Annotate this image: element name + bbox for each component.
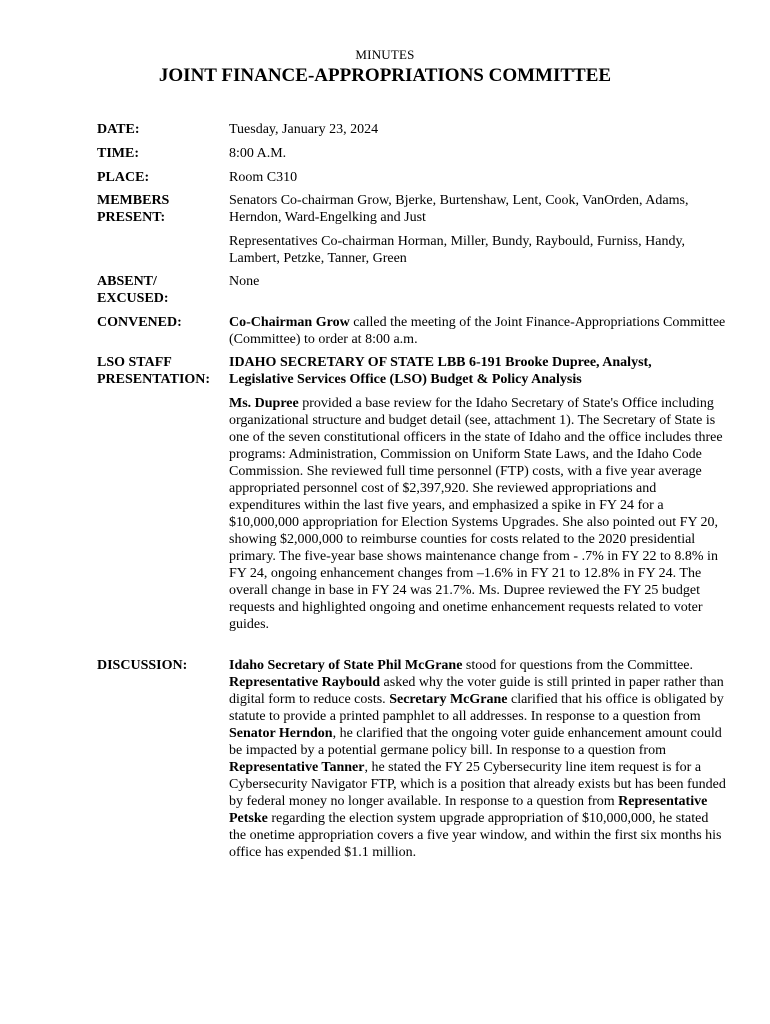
discussion-text-1: stood for questions from the Committee.: [462, 658, 694, 673]
lso-label-line-2: PRESENTATION:: [97, 372, 211, 387]
lso-label-line-1: LSO STAFF: [97, 355, 172, 370]
absent-label: [97, 273, 229, 307]
convened-label: CONVENED:: [97, 315, 182, 330]
lso-heading-line-2: [97, 371, 582, 388]
senators-present: Senators Co-chairman Grow, Bjerke, Burtenshaw, Lent, Cook, VanOrden, Adams, Herndon, Ward-Engelking and Just: [229, 193, 689, 225]
absent-label-line-1: ABSENT/: [97, 274, 157, 289]
convened-chair: Co-Chairman Grow: [229, 315, 350, 330]
discussion-body: [229, 657, 727, 861]
representatives-present: Representatives Co-chairman Horman, Miller, Bundy, Raybould, Furniss, Handy, Lambert, Petzke, Tanner, Green: [229, 234, 686, 266]
convened-body: called the meeting of the Joint Finance-Appropriations Committee (Committee) to order at 8:00 a.m.: [229, 315, 726, 347]
speaker-petske: Representative Petske: [229, 794, 708, 826]
absent-label-line-2: EXCUSED:: [97, 291, 169, 306]
discussion-text-5: , he stated the FY 25 Cybersecurity line item request is for a Cybersecurity Navigator FTP, which is a position that already exists but has been funded by federal money no longer available. In response to a question from: [229, 760, 726, 809]
discussion-text-4: , he clarified that the ongoing voter guide enhancement amount could be impacted by a potential germane policy bill. In response to a question from: [229, 726, 722, 758]
convened-text: [229, 314, 727, 348]
date-label: DATE:: [97, 122, 140, 137]
lso-body: [229, 395, 727, 633]
lso-heading-1: IDAHO SECRETARY OF STATE LBB 6-191 Brooke Dupree, Analyst,: [229, 355, 652, 370]
discussion-label: DISCUSSION:: [97, 658, 188, 673]
document-kicker: MINUTES: [355, 47, 415, 62]
time-value: 8:00 A.M.: [229, 146, 287, 161]
date-value: Tuesday, January 23, 2024: [229, 122, 379, 137]
lso-presenter: Ms. Dupree: [229, 396, 299, 411]
members-label-line-2: PRESENT:: [97, 210, 166, 225]
members-label: [97, 192, 229, 226]
speaker-mcgrane: Idaho Secretary of State Phil McGrane: [229, 658, 463, 673]
discussion-text-6: regarding the election system upgrade appropriation of $10,000,000, he stated the onetime appropriation covers a five year window, and within the first six months his office has expended $1.1 million.: [229, 811, 722, 860]
speaker-raybould: Representative Raybould: [229, 675, 381, 690]
place-label: PLACE:: [97, 170, 150, 185]
speaker-tanner: Representative Tanner: [229, 760, 365, 775]
absent-value: None: [229, 274, 260, 289]
lso-heading-2: Legislative Services Office (LSO) Budget & Policy Analysis: [229, 372, 582, 387]
discussion-text-3: clarified that his office is obligated by statute to provide a printed pamphlet to all addresses. In response to a question from: [229, 692, 724, 724]
members-label-line-1: MEMBERS: [97, 193, 170, 208]
speaker-secretary-mcgrane: Secretary McGrane: [389, 692, 508, 707]
lso-heading-line-1: [97, 354, 652, 371]
time-label: TIME:: [97, 146, 139, 161]
discussion-text-2: asked why the voter guide is still printed in paper rather than digital form to reduce costs.: [229, 675, 724, 707]
speaker-herndon: Senator Herndon: [229, 726, 333, 741]
place-value: Room C310: [229, 170, 298, 185]
document-title: JOINT FINANCE-APPROPRIATIONS COMMITTEE: [158, 65, 612, 86]
lso-body-text: provided a base review for the Idaho Secretary of State's Office including organizational structure and budget detail (see, attachment 1). The Secretary of State is one of the seven constitutional officers in the state of Idaho and the office includes three programs: Administration, Commission on Uniform State Laws, and the Idaho Code Commission. She reviewed full time personnel (FTP) costs, with a five year average appropriated personnel cost of $2,397,920. She reviewed appropriations and expenditures within the last five years, and emphasized a spike in FY 24 for a $10,000,000 appropriation for Election Systems Upgrades. She also pointed out FY 20, showing $2,000,000 to reimburse counties for costs related to the 2020 presidential primary. The five-year base shows maintenance change from - .7% in FY 22 to 8.8% in FY 24, ongoing enhancement changes from –1.6% in FY 21 to 12.8% in FY 24. The overall change in base in FY 24 was 21.7%. Ms. Dupree reviewed the FY 25 budget requests and highlighted ongoing and onetime enhancement requests related to voter guides.: [229, 396, 723, 632]
